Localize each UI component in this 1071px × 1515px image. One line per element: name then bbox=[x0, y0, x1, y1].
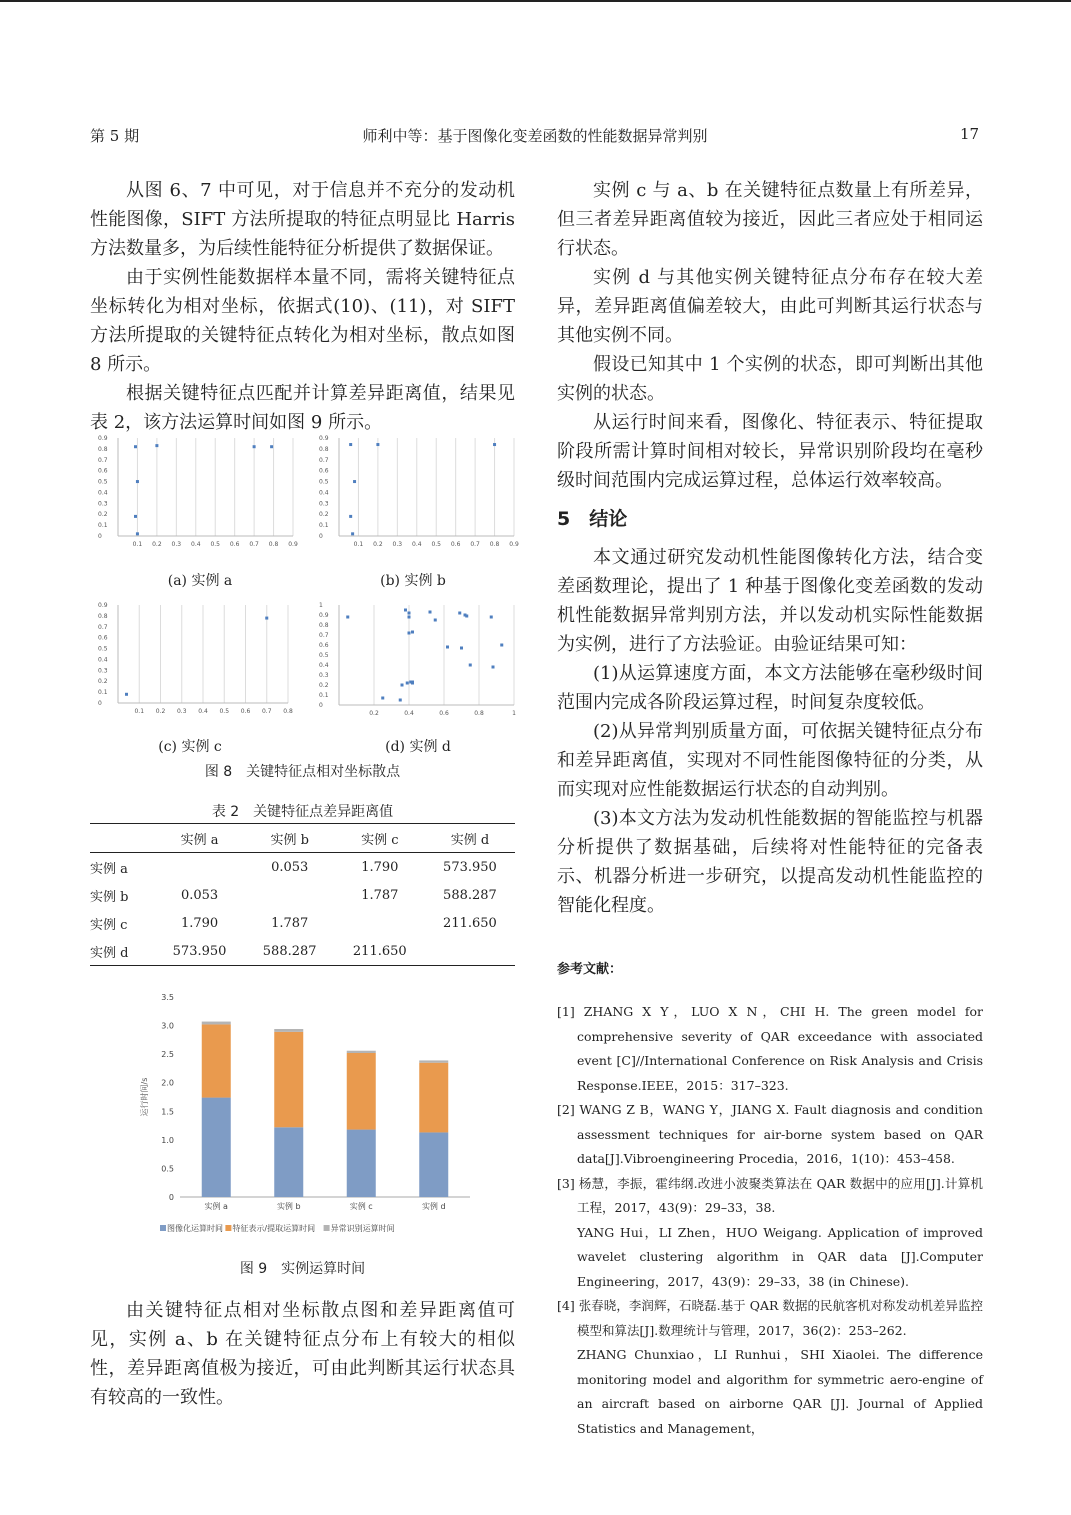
y-tick-label: 0.7 bbox=[98, 623, 108, 631]
table-cell: 1.787 bbox=[271, 915, 309, 931]
y-tick-label: 0 bbox=[319, 533, 323, 540]
reference-item: [4] 张春晓，李润辉，石晓磊.基于 QAR 数据的民航客机对称发动机差异监控模型和算法[J].数理统计与管理，2017，36(2)：253–262. bbox=[557, 1298, 983, 1338]
y-tick-label: 0.8 bbox=[98, 612, 108, 620]
scatter-point bbox=[429, 611, 432, 614]
subcaption-d: (d) 实例 d bbox=[385, 739, 451, 755]
scatter-point bbox=[125, 693, 128, 696]
table-row bbox=[90, 853, 515, 882]
y-tick-label: 0 bbox=[98, 533, 102, 540]
table-row bbox=[90, 937, 515, 966]
x-tick-label: 0.2 bbox=[152, 541, 162, 548]
y-tick-label: 0.2 bbox=[319, 511, 329, 519]
y-tick-label: 0.4 bbox=[319, 662, 329, 669]
table-cell: 实例 a bbox=[90, 861, 128, 877]
bar-segment bbox=[202, 1024, 231, 1097]
scatter-point bbox=[434, 619, 437, 622]
table-header bbox=[90, 824, 154, 853]
x-tick-label: 实例 a bbox=[204, 1202, 228, 1211]
x-tick-label: 0.6 bbox=[450, 541, 461, 548]
left-column-bottom bbox=[90, 1296, 515, 1412]
y-tick-label: 0.9 bbox=[319, 612, 329, 619]
scatter-point bbox=[492, 666, 495, 669]
scatter-point bbox=[351, 532, 354, 535]
y-tick-label: 0.1 bbox=[319, 522, 329, 530]
table-cell: 1.790 bbox=[361, 859, 399, 875]
table-cell: 211.650 bbox=[352, 943, 407, 959]
y-tick-label: 0.3 bbox=[319, 500, 329, 508]
y-tick-label: 0.8 bbox=[98, 445, 108, 453]
table-cell bbox=[154, 853, 244, 882]
paragraph: 由关键特征点相对坐标散点图和差异距离值可见，实例 a、b 在关键特征点分布上有较大的相似性，差异距离值极为接近，可由此判断其运行状态具有较高的一致性。 bbox=[90, 1300, 515, 1408]
reference-item: [1] ZHANG X Y，LUO X N，CHI H. The green model for comprehensive severity of QAR exceedance with associated event [C]//International Conference on Risk Analysis and Crisis Response.IEEE，2015：317–323. bbox=[557, 1004, 983, 1093]
y-tick-label: 0.9 bbox=[98, 435, 108, 442]
x-tick-label: 0.5 bbox=[431, 541, 441, 548]
x-tick-label: 0.1 bbox=[353, 541, 364, 548]
y-tick-label: 0.6 bbox=[319, 642, 329, 649]
paragraph: 本文通过研究发动机性能图像转化方法，结合变差函数理论，提出了 1 种基于图像化变差函数的发动机性能数据异常判别方法，并以发动机实际性能数据为实例，进行了方法验证。由验证结果可知： bbox=[557, 547, 983, 655]
x-tick-label: 实例 d bbox=[421, 1202, 446, 1211]
x-tick-label: 0.3 bbox=[171, 541, 182, 548]
scatter-point bbox=[353, 480, 356, 483]
y-tick-label: 0.5 bbox=[319, 652, 329, 659]
legend-swatch bbox=[160, 1225, 166, 1231]
bar-segment bbox=[419, 1132, 448, 1197]
scatter-point bbox=[404, 609, 407, 612]
table-cell: 0.053 bbox=[271, 859, 309, 875]
paragraph: 根据关键特征点匹配并计算差异距离值，结果见表 2，该方法运算时间如图 9 所示。 bbox=[90, 383, 515, 433]
scatter-point bbox=[155, 444, 158, 447]
x-tick-label: 0.8 bbox=[489, 541, 500, 548]
x-tick-label: 0.8 bbox=[283, 708, 293, 715]
table-cell bbox=[335, 909, 425, 937]
x-tick-label: 0.6 bbox=[229, 541, 240, 548]
paragraph: 由于实例性能数据样本量不同，需将关键特征点坐标转化为相对坐标，依据式(10)、(11)，对 SIFT 方法所提取的关键特征点转化为相对坐标，散点如图 8 所示。 bbox=[90, 267, 515, 375]
x-tick-label: 0.4 bbox=[412, 541, 422, 548]
x-tick-label: 0.1 bbox=[134, 708, 145, 715]
y-tick-label: 1.0 bbox=[161, 1135, 174, 1145]
y-tick-label: 0.7 bbox=[319, 456, 329, 464]
x-tick-label: 0.6 bbox=[240, 708, 251, 715]
bar-segment bbox=[347, 1053, 376, 1130]
scatter-point bbox=[134, 515, 137, 518]
table-cell: 0.053 bbox=[180, 887, 219, 903]
right-column-top bbox=[557, 176, 983, 495]
x-tick-label: 实例 c bbox=[349, 1202, 373, 1211]
scatter-point bbox=[408, 612, 411, 615]
x-tick-label: 0.7 bbox=[261, 708, 272, 715]
x-tick-label: 0.2 bbox=[373, 541, 383, 548]
scatter-chart-d bbox=[309, 597, 519, 725]
scatter-point bbox=[346, 616, 349, 619]
subcaption-a: (a) 实例 a bbox=[167, 573, 233, 589]
bar-segment bbox=[419, 1063, 448, 1133]
table-header: 实例 a bbox=[180, 832, 219, 848]
table-cell: 1.790 bbox=[180, 915, 219, 931]
scatter-point bbox=[376, 443, 379, 446]
legend-label: 特征表示/提取运算时间 bbox=[232, 1224, 316, 1233]
table2-caption: 表 2 关键特征点差异距离值 bbox=[211, 804, 394, 820]
y-tick-label: 0.3 bbox=[319, 672, 329, 679]
paragraph: 从运行时间来看，图像化、特征表示、特征提取阶段所需计算时间相对较长，异常识别阶段均在毫秒级时间范围内完成运算过程，总体运行效率较高。 bbox=[557, 412, 983, 491]
reference-item: [3] 杨慧，李振，霍纬纲.改进小波聚类算法在 QAR 数据中的应用[J].计算机工程，2017，43(9)：29–33，38. bbox=[557, 1175, 983, 1215]
paragraph: 实例 c 与 a、b 在关键特征点数量上有所差异，但三者差异距离值较为接近，因此三者应处于相同运行状态。 bbox=[557, 180, 983, 259]
section-heading: 5 结论 bbox=[557, 508, 628, 530]
paragraph: 实例 d 与其他实例关键特征点分布存在较大差异，差异距离值偏差较大，由此可判断其运行状态与其他实例不同。 bbox=[557, 267, 983, 346]
y-tick-label: 3.5 bbox=[161, 993, 174, 1002]
y-tick-label: 2.5 bbox=[161, 1050, 174, 1060]
scatter-point bbox=[401, 684, 404, 687]
x-tick-label: 0.5 bbox=[210, 541, 220, 548]
y-tick-label: 0.6 bbox=[319, 467, 329, 475]
x-tick-label: 0.4 bbox=[404, 710, 414, 717]
paragraph: 从图 6、7 中可见，对于信息并不充分的发动机性能图像，SIFT 方法所提取的特征点明显比 Harris 方法数量多，为后续性能特征分析提供了数据保证。 bbox=[90, 180, 515, 259]
y-tick-label: 0 bbox=[319, 702, 323, 709]
y-axis-label: 运行时间/s bbox=[140, 1077, 149, 1117]
table-header: 实例 b bbox=[270, 832, 309, 848]
scatter-point bbox=[446, 646, 449, 649]
table-cell: 573.950 bbox=[172, 943, 227, 959]
legend-swatch bbox=[324, 1225, 330, 1231]
paragraph: (1)从运算速度方面，本文方法能够在毫秒级时间范围内完成各阶段运算过程，时间复杂度较低。 bbox=[557, 663, 983, 713]
x-tick-label: 0.3 bbox=[392, 541, 403, 548]
table-cell bbox=[245, 881, 335, 909]
scatter-point bbox=[399, 699, 402, 702]
y-tick-label: 0.7 bbox=[98, 456, 108, 464]
x-tick-label: 0.8 bbox=[268, 541, 279, 548]
scatter-point bbox=[349, 515, 352, 518]
scatter-point bbox=[408, 616, 411, 619]
scatter-point bbox=[253, 445, 256, 448]
table-header: 实例 c bbox=[361, 832, 399, 848]
paragraph: (3)本文方法为发动机性能数据的智能监控与机器分析提供了数据基础，后续将对性能特征的完备表示、机器分析进一步研究，以提高发动机性能监控的智能化程度。 bbox=[557, 808, 983, 916]
bar-segment bbox=[202, 1022, 231, 1025]
scatter-point bbox=[469, 664, 472, 667]
legend-label: 异常识别运算时间 bbox=[330, 1224, 395, 1233]
stacked-bar-chart bbox=[135, 985, 480, 1240]
x-tick-label: 0.6 bbox=[439, 710, 449, 717]
reference-item: YANG Hui，LI Zhen，HUO Weigang. Application of improved wavelet clustering algorithm in QAR data [J].Computer Engineering，2017，43(9)：29–33，38 (in Chinese). bbox=[577, 1224, 983, 1289]
scatter-point bbox=[136, 480, 139, 483]
y-tick-label: 0.9 bbox=[319, 435, 329, 442]
x-tick-label: 0.7 bbox=[470, 541, 480, 548]
scatter-point bbox=[411, 631, 414, 634]
y-tick-label: 0.2 bbox=[98, 511, 108, 519]
table-cell: 211.650 bbox=[443, 915, 497, 931]
bar-segment bbox=[419, 1060, 448, 1062]
y-tick-label: 0.1 bbox=[319, 692, 329, 699]
x-tick-label: 0.2 bbox=[155, 708, 166, 715]
y-tick-label: 3.0 bbox=[161, 1021, 174, 1031]
x-tick-label: 0.9 bbox=[509, 541, 519, 548]
x-tick-label: 0.9 bbox=[288, 541, 298, 548]
y-tick-label: 0.5 bbox=[319, 478, 329, 486]
y-tick-label: 0.1 bbox=[98, 522, 108, 530]
table-row bbox=[90, 909, 515, 937]
reference-item: ZHANG Chunxiao，LI Runhui，SHI Xiaolei. The difference monitoring model and algorithm for symmetric aero-engine of an aircraft based on airborne QAR [J]. Journal of Applied Statistics and Management， bbox=[577, 1347, 983, 1436]
y-tick-label: 1 bbox=[319, 602, 323, 609]
table-header: 实例 d bbox=[450, 832, 490, 848]
y-tick-label: 0.7 bbox=[319, 632, 329, 639]
table-cell: 1.787 bbox=[361, 887, 399, 903]
y-tick-label: 0.4 bbox=[98, 489, 108, 497]
x-tick-label: 0.1 bbox=[132, 541, 143, 548]
scatter-chart-c bbox=[88, 597, 298, 725]
scatter-point bbox=[409, 681, 412, 684]
y-tick-label: 2.0 bbox=[161, 1078, 174, 1088]
y-tick-label: 0.3 bbox=[98, 500, 108, 508]
y-tick-label: 0.4 bbox=[319, 489, 329, 497]
x-tick-label: 0.7 bbox=[249, 541, 259, 548]
references-list bbox=[557, 1000, 983, 1441]
y-tick-label: 0 bbox=[168, 1193, 174, 1202]
legend-label: 图像化运算时间 bbox=[167, 1224, 223, 1233]
y-tick-label: 0.5 bbox=[98, 645, 108, 653]
scatter-point bbox=[136, 532, 139, 535]
scatter-chart-b bbox=[309, 432, 519, 552]
x-tick-label: 0.3 bbox=[176, 708, 187, 715]
x-tick-label: 0.4 bbox=[191, 541, 201, 548]
scatter-point bbox=[500, 644, 503, 647]
y-tick-label: 0.4 bbox=[98, 656, 108, 664]
scatter-point bbox=[408, 632, 411, 635]
bar-segment bbox=[347, 1130, 376, 1197]
scatter-point bbox=[265, 617, 268, 620]
scatter-point bbox=[460, 647, 463, 650]
legend-swatch bbox=[225, 1225, 231, 1231]
x-tick-label: 0.2 bbox=[369, 710, 379, 717]
table-header-row bbox=[90, 824, 515, 853]
figure9-caption: 图 9 实例运算时间 bbox=[239, 1261, 366, 1277]
scatter-point bbox=[134, 445, 137, 448]
subcaption-b: (b) 实例 b bbox=[380, 573, 446, 589]
bar-segment bbox=[274, 1029, 303, 1032]
issue-number: 第 5 期 bbox=[90, 127, 140, 145]
scatter-point bbox=[465, 615, 468, 618]
bar-segment bbox=[202, 1098, 231, 1197]
table-cell: 588.287 bbox=[443, 887, 497, 903]
conclusion-text bbox=[557, 543, 983, 920]
x-tick-label: 0.5 bbox=[219, 708, 230, 715]
bar-segment bbox=[347, 1051, 376, 1053]
distance-table bbox=[90, 823, 515, 966]
table-row bbox=[90, 881, 515, 909]
y-tick-label: 0.3 bbox=[98, 667, 108, 675]
table-cell: 实例 c bbox=[90, 917, 128, 933]
bar-segment bbox=[274, 1032, 303, 1127]
y-tick-label: 0.9 bbox=[98, 602, 108, 609]
scatter-point bbox=[493, 443, 496, 446]
table-cell: 588.287 bbox=[262, 943, 317, 959]
references-title: 参考文献： bbox=[557, 962, 623, 977]
table-cell bbox=[425, 937, 515, 966]
subcaption-c: (c) 实例 c bbox=[158, 739, 222, 755]
y-tick-label: 0.5 bbox=[161, 1164, 174, 1174]
x-tick-label: 0.4 bbox=[198, 708, 208, 715]
scatter-point bbox=[458, 612, 461, 615]
x-tick-label: 实例 b bbox=[276, 1202, 301, 1211]
scatter-chart-a bbox=[88, 432, 298, 552]
paragraph: 假设已知其中 1 个实例的状态，即可判断出其他实例的状态。 bbox=[557, 354, 983, 404]
table-cell: 实例 d bbox=[90, 945, 129, 961]
x-tick-label: 0.8 bbox=[474, 710, 484, 717]
y-tick-label: 0.6 bbox=[98, 467, 108, 475]
running-title: 师利中等：基于图像化变差函数的性能数据异常判别 bbox=[362, 127, 708, 145]
paragraph: (2)从异常判别质量方面，可依据关键特征点分布和差异距离值，实现对不同性能图像特征的分类，从而实现对应性能数据运行状态的自动判别。 bbox=[557, 721, 983, 800]
top-rule bbox=[0, 0, 1071, 2]
table-cell: 573.950 bbox=[443, 859, 497, 875]
bar-segment bbox=[274, 1127, 303, 1197]
scatter-point bbox=[381, 697, 384, 700]
scatter-point bbox=[349, 443, 352, 446]
scatter-point bbox=[490, 616, 493, 619]
y-tick-label: 0.2 bbox=[319, 682, 329, 689]
y-tick-label: 0.8 bbox=[319, 445, 329, 453]
y-tick-label: 0 bbox=[98, 700, 102, 707]
scatter-point bbox=[270, 445, 273, 448]
y-tick-label: 0.5 bbox=[98, 478, 108, 486]
left-column-top bbox=[90, 176, 515, 437]
y-tick-label: 0.6 bbox=[98, 634, 108, 642]
y-tick-label: 0.2 bbox=[98, 678, 108, 686]
figure8-caption: 图 8 关键特征点相对坐标散点 bbox=[204, 764, 401, 780]
y-tick-label: 0.8 bbox=[319, 622, 329, 629]
page-number: 17 bbox=[960, 125, 980, 143]
y-tick-label: 1.5 bbox=[161, 1107, 174, 1117]
x-tick-label: 1 bbox=[512, 710, 516, 717]
scatter-point bbox=[406, 682, 409, 685]
reference-item: [2] WANG Z B，WANG Y，JIANG X. Fault diagnosis and condition assessment techniques for air-borne system based on QAR data[J].Vibroengineering Procedia，2016，1(10)：453–458. bbox=[557, 1102, 983, 1166]
table-cell: 实例 b bbox=[90, 889, 129, 905]
y-tick-label: 0.1 bbox=[98, 689, 108, 697]
